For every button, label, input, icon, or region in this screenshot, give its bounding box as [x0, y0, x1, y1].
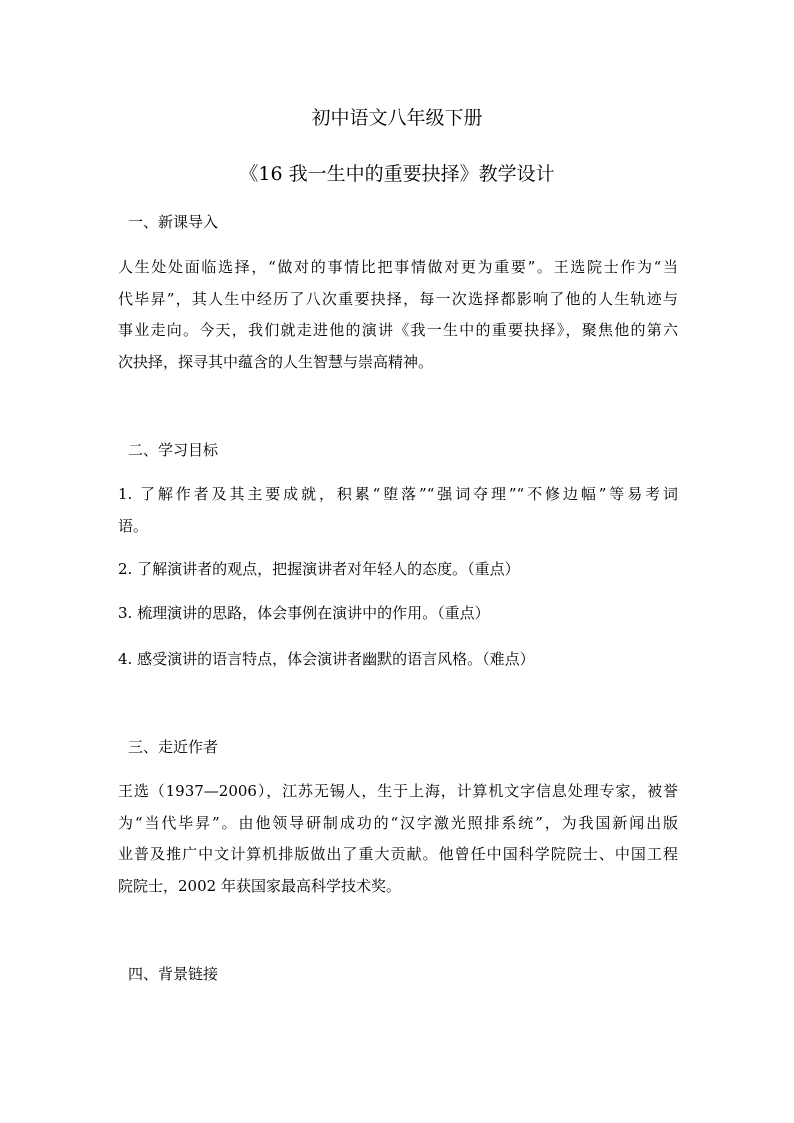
objective-line: 1. 了解作者及其主要成就，积累“堕落”“强词夺理”“不修边幅”等易考词	[118, 485, 678, 503]
intro-line: 次抉择，探寻其中蕴含的人生智慧与崇高精神。	[118, 352, 434, 371]
author-paragraph	[118, 776, 678, 902]
author-line: 王选（1937—2006），江苏无锡人，生于上海，计算机文字信息处理专家，被誉	[118, 782, 678, 800]
section-heading-background: 四、背景链接	[128, 965, 219, 983]
objective-item-1	[118, 479, 678, 542]
objective-item-3: 3. 梳理演讲的思路，体会事例在演讲中的作用。（重点）	[118, 604, 490, 622]
section-heading-author: 三、走近作者	[128, 738, 219, 756]
intro-line: 代毕昇”，其人生中经历了八次重要抉择，每一次选择都影响了他的人生轨迹与	[118, 289, 678, 308]
section-heading-intro: 一、新课导入	[128, 213, 219, 231]
objective-line: 语。	[118, 516, 149, 535]
intro-paragraph	[118, 252, 678, 378]
author-line: 为“当代毕昇”。由他领导研制成功的“汉字激光照排系统”，为我国新闻出版	[118, 813, 678, 832]
objective-item-2: 2. 了解演讲者的观点，把握演讲者对年轻人的态度。（重点）	[118, 560, 520, 578]
intro-line: 人生处处面临选择，“做对的事情比把事情做对更为重要”。王选院士作为“当	[118, 258, 678, 276]
author-line: 院院士，2002 年获国家最高科学技术奖。	[118, 876, 401, 895]
document-title: 初中语文八年级下册	[311, 107, 483, 129]
section-heading-objectives: 二、学习目标	[128, 441, 219, 459]
document-subtitle: 《16 我一生中的重要抉择》教学设计	[239, 163, 555, 185]
objective-item-4: 4. 感受演讲的语言特点，体会演讲者幽默的语言风格。（难点）	[118, 650, 535, 668]
intro-line: 事业走向。今天，我们就走进他的演讲《我一生中的重要抉择》，聚焦他的第六	[118, 321, 678, 339]
author-line: 业普及推广中文计算机排版做出了重大贡献。他曾任中国科学院院士、中国工程	[118, 845, 678, 863]
